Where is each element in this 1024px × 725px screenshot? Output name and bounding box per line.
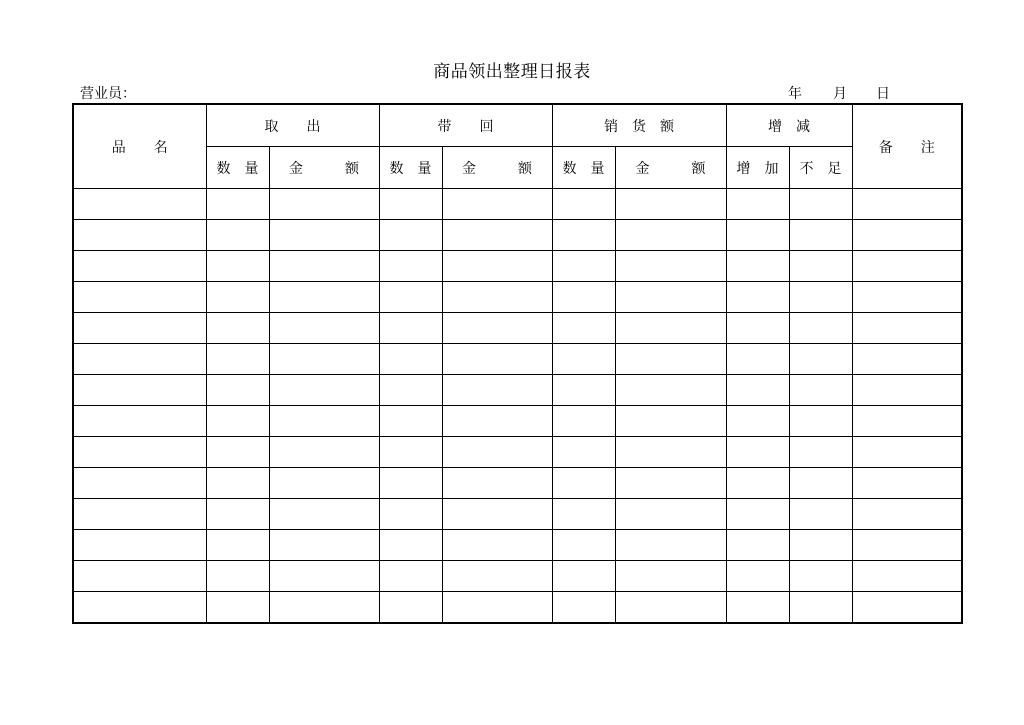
take-out-quantity-cell[interactable] — [206, 530, 269, 561]
remarks-cell[interactable] — [852, 251, 962, 282]
product-name-cell[interactable] — [73, 344, 206, 375]
bring-back-quantity-cell[interactable] — [379, 499, 442, 530]
bring-back-amount-header: 金 额 — [442, 147, 552, 189]
shortage-cell[interactable] — [789, 437, 852, 468]
product-name-cell[interactable] — [73, 561, 206, 592]
shortage-cell[interactable] — [789, 592, 852, 624]
bring-back-quantity-cell[interactable] — [379, 437, 442, 468]
remarks-header: 备 注 — [852, 104, 962, 189]
increase-cell[interactable] — [726, 313, 789, 344]
shortage-cell[interactable] — [789, 313, 852, 344]
product-name-cell[interactable] — [73, 530, 206, 561]
remarks-cell[interactable] — [852, 468, 962, 499]
shortage-cell[interactable] — [789, 189, 852, 220]
shortage-cell[interactable] — [789, 468, 852, 499]
remarks-cell[interactable] — [852, 530, 962, 561]
remarks-cell[interactable] — [852, 499, 962, 530]
product-name-cell[interactable] — [73, 592, 206, 624]
take-out-quantity-cell[interactable] — [206, 220, 269, 251]
sales-quantity-cell[interactable] — [552, 468, 615, 499]
bring-back-amount-cell[interactable] — [442, 499, 552, 530]
remarks-cell[interactable] — [852, 592, 962, 624]
product-name-cell[interactable] — [73, 468, 206, 499]
take-out-amount-cell[interactable] — [269, 406, 379, 437]
product-name-cell[interactable] — [73, 313, 206, 344]
remarks-cell[interactable] — [852, 406, 962, 437]
bring-back-quantity-cell[interactable] — [379, 313, 442, 344]
sales-amount-cell[interactable] — [615, 189, 726, 220]
remarks-cell[interactable] — [852, 437, 962, 468]
shortage-header: 不 足 — [789, 147, 852, 189]
sales-amount-cell[interactable] — [615, 220, 726, 251]
sales-amount-cell[interactable] — [615, 499, 726, 530]
sales-amount-cell[interactable] — [615, 282, 726, 313]
take-out-quantity-cell[interactable] — [206, 499, 269, 530]
remarks-cell[interactable] — [852, 561, 962, 592]
sales-amount-sub-header: 金 额 — [615, 147, 726, 189]
bring-back-amount-cell[interactable] — [442, 592, 552, 624]
sales-quantity-cell[interactable] — [552, 561, 615, 592]
bring-back-quantity-cell[interactable] — [379, 220, 442, 251]
sales-amount-header: 销 货 额 — [552, 104, 726, 147]
shortage-cell[interactable] — [789, 530, 852, 561]
bring-back-quantity-cell[interactable] — [379, 282, 442, 313]
bring-back-amount-cell[interactable] — [442, 251, 552, 282]
bring-back-amount-cell[interactable] — [442, 220, 552, 251]
table-row — [73, 406, 962, 437]
take-out-amount-cell[interactable] — [269, 592, 379, 624]
remarks-cell[interactable] — [852, 375, 962, 406]
table-row — [73, 313, 962, 344]
product-name-cell[interactable] — [73, 251, 206, 282]
sales-quantity-cell[interactable] — [552, 189, 615, 220]
table-row — [73, 592, 962, 624]
header-row-main — [73, 104, 962, 147]
header-row-sub — [73, 147, 962, 189]
take-out-amount-cell[interactable] — [269, 561, 379, 592]
table-row — [73, 561, 962, 592]
daily-report-table — [72, 103, 963, 624]
take-out-amount-cell[interactable] — [269, 313, 379, 344]
remarks-cell[interactable] — [852, 189, 962, 220]
bring-back-quantity-cell[interactable] — [379, 375, 442, 406]
sales-amount-cell[interactable] — [615, 406, 726, 437]
take-out-amount-cell[interactable] — [269, 282, 379, 313]
shortage-cell[interactable] — [789, 344, 852, 375]
take-out-amount-header: 金 额 — [269, 147, 379, 189]
shortage-cell[interactable] — [789, 282, 852, 313]
page-title: 商品领出整理日报表 — [433, 62, 591, 82]
remarks-cell[interactable] — [852, 344, 962, 375]
take-out-amount-cell[interactable] — [269, 375, 379, 406]
bring-back-amount-cell[interactable] — [442, 530, 552, 561]
sales-amount-cell[interactable] — [615, 375, 726, 406]
take-out-quantity-cell[interactable] — [206, 375, 269, 406]
salesperson-label: 营业员： — [80, 86, 136, 102]
bring-back-amount-cell[interactable] — [442, 313, 552, 344]
product-name-cell[interactable] — [73, 220, 206, 251]
take-out-amount-cell[interactable] — [269, 499, 379, 530]
date-year-label: 年 — [788, 86, 802, 102]
take-out-quantity-cell[interactable] — [206, 468, 269, 499]
bring-back-amount-cell[interactable] — [442, 375, 552, 406]
sales-quantity-cell[interactable] — [552, 437, 615, 468]
bring-back-header: 带 回 — [379, 104, 552, 147]
table-row — [73, 499, 962, 530]
table-row — [73, 344, 962, 375]
bring-back-quantity-cell[interactable] — [379, 561, 442, 592]
bring-back-amount-cell[interactable] — [442, 282, 552, 313]
remarks-cell[interactable] — [852, 313, 962, 344]
bring-back-amount-cell[interactable] — [442, 344, 552, 375]
bring-back-amount-cell[interactable] — [442, 406, 552, 437]
product-name-cell[interactable] — [73, 282, 206, 313]
shortage-cell[interactable] — [789, 220, 852, 251]
take-out-quantity-cell[interactable] — [206, 189, 269, 220]
bring-back-amount-cell[interactable] — [442, 437, 552, 468]
product-name-cell[interactable] — [73, 437, 206, 468]
sales-quantity-cell[interactable] — [552, 313, 615, 344]
shortage-cell[interactable] — [789, 375, 852, 406]
product-name-cell[interactable] — [73, 375, 206, 406]
table-row — [73, 375, 962, 406]
bring-back-quantity-header: 数 量 — [379, 147, 442, 189]
take-out-quantity-cell[interactable] — [206, 251, 269, 282]
sales-quantity-cell[interactable] — [552, 406, 615, 437]
sales-quantity-cell[interactable] — [552, 344, 615, 375]
take-out-quantity-cell[interactable] — [206, 406, 269, 437]
sales-quantity-cell[interactable] — [552, 530, 615, 561]
sales-amount-cell[interactable] — [615, 592, 726, 624]
take-out-header: 取 出 — [206, 104, 379, 147]
increase-cell[interactable] — [726, 282, 789, 313]
bring-back-amount-cell[interactable] — [442, 561, 552, 592]
sales-amount-cell[interactable] — [615, 530, 726, 561]
increase-cell[interactable] — [726, 406, 789, 437]
take-out-amount-cell[interactable] — [269, 530, 379, 561]
sales-quantity-cell[interactable] — [552, 375, 615, 406]
shortage-cell[interactable] — [789, 251, 852, 282]
bring-back-quantity-cell[interactable] — [379, 406, 442, 437]
sales-quantity-header: 数 量 — [552, 147, 615, 189]
table-row — [73, 189, 962, 220]
increase-cell[interactable] — [726, 375, 789, 406]
table-row — [73, 530, 962, 561]
increase-cell[interactable] — [726, 468, 789, 499]
increase-header: 增 加 — [726, 147, 789, 189]
date-day-label: 日 — [876, 86, 890, 102]
increase-cell[interactable] — [726, 344, 789, 375]
bring-back-quantity-cell[interactable] — [379, 468, 442, 499]
table-row — [73, 251, 962, 282]
sales-amount-cell[interactable] — [615, 561, 726, 592]
increase-cell[interactable] — [726, 189, 789, 220]
product-name-cell[interactable] — [73, 406, 206, 437]
shortage-cell[interactable] — [789, 561, 852, 592]
sales-amount-cell[interactable] — [615, 251, 726, 282]
bring-back-amount-cell[interactable] — [442, 189, 552, 220]
date-month-label: 月 — [833, 86, 847, 102]
sales-amount-cell[interactable] — [615, 437, 726, 468]
increase-cell[interactable] — [726, 561, 789, 592]
take-out-quantity-cell[interactable] — [206, 592, 269, 624]
change-header: 增 减 — [726, 104, 852, 147]
bring-back-quantity-cell[interactable] — [379, 344, 442, 375]
bring-back-quantity-cell[interactable] — [379, 530, 442, 561]
take-out-quantity-cell[interactable] — [206, 313, 269, 344]
take-out-quantity-cell[interactable] — [206, 437, 269, 468]
take-out-amount-cell[interactable] — [269, 468, 379, 499]
take-out-quantity-header: 数 量 — [206, 147, 269, 189]
take-out-amount-cell[interactable] — [269, 189, 379, 220]
take-out-quantity-cell[interactable] — [206, 561, 269, 592]
sales-quantity-cell[interactable] — [552, 499, 615, 530]
increase-cell[interactable] — [726, 592, 789, 624]
product-name-cell[interactable] — [73, 189, 206, 220]
bring-back-quantity-cell[interactable] — [379, 592, 442, 624]
take-out-amount-cell[interactable] — [269, 220, 379, 251]
remarks-cell[interactable] — [852, 220, 962, 251]
shortage-cell[interactable] — [789, 499, 852, 530]
table-row — [73, 282, 962, 313]
sales-quantity-cell[interactable] — [552, 282, 615, 313]
increase-cell[interactable] — [726, 499, 789, 530]
take-out-quantity-cell[interactable] — [206, 282, 269, 313]
sales-amount-cell[interactable] — [615, 313, 726, 344]
bring-back-quantity-cell[interactable] — [379, 189, 442, 220]
remarks-cell[interactable] — [852, 282, 962, 313]
increase-cell[interactable] — [726, 530, 789, 561]
table-row — [73, 220, 962, 251]
bring-back-quantity-cell[interactable] — [379, 251, 442, 282]
take-out-amount-cell[interactable] — [269, 251, 379, 282]
take-out-amount-cell[interactable] — [269, 437, 379, 468]
take-out-amount-cell[interactable] — [269, 344, 379, 375]
take-out-quantity-cell[interactable] — [206, 344, 269, 375]
sales-quantity-cell[interactable] — [552, 592, 615, 624]
increase-cell[interactable] — [726, 437, 789, 468]
table-row — [73, 468, 962, 499]
bring-back-amount-cell[interactable] — [442, 468, 552, 499]
sales-quantity-cell[interactable] — [552, 220, 615, 251]
increase-cell[interactable] — [726, 220, 789, 251]
table-row — [73, 437, 962, 468]
shortage-cell[interactable] — [789, 406, 852, 437]
sales-amount-cell[interactable] — [615, 468, 726, 499]
sales-quantity-cell[interactable] — [552, 251, 615, 282]
product-name-header: 品 名 — [73, 104, 206, 189]
sales-amount-cell[interactable] — [615, 344, 726, 375]
increase-cell[interactable] — [726, 251, 789, 282]
product-name-cell[interactable] — [73, 499, 206, 530]
